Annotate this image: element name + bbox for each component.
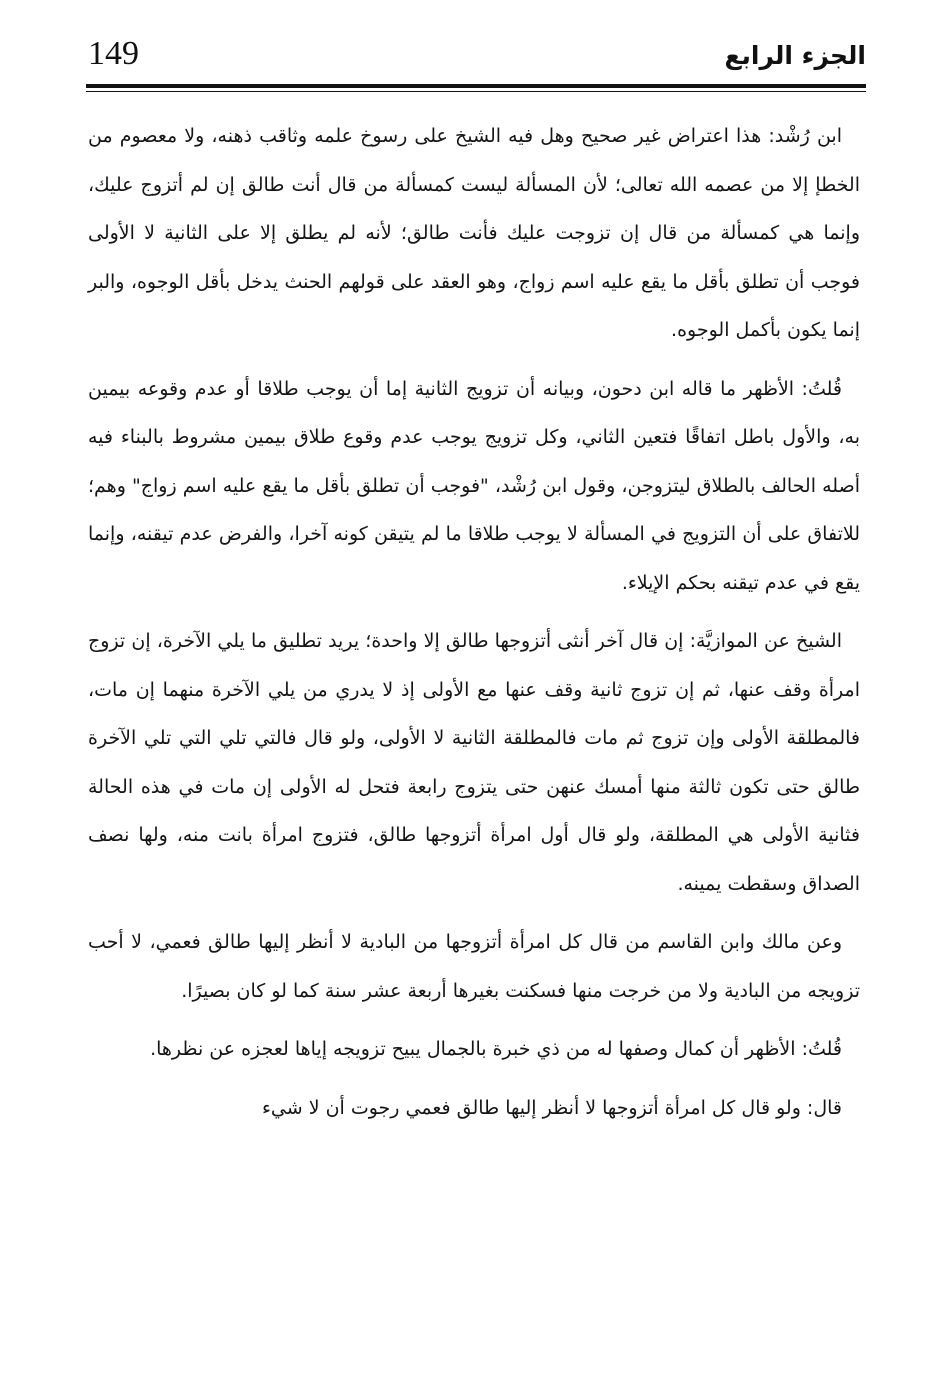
paragraph-4: وعن مالك وابن القاسم من قال كل امرأة أتزوجها من البادية لا أنظر إليها طالق فعمي، لا أحب تزويجه من البادية ولا من خرجت منها فسكنت بغيرها أربعة عشر سنة كما لو كان بصيرًا. [88, 931, 860, 1002]
page-number: 149 [88, 35, 139, 72]
paragraph-1: ابن رُشْد: هذا اعتراض غير صحيح وهل فيه الشيخ على رسوخ علمه وثاقب ذهنه، ولا معصوم من الخطإ إلا من عصمه الله تعالى؛ لأن المسألة ليست كمسألة من قال أنت طالق إن لم أتزوج عليك، وإنما هي كمسألة من قال إن تزوجت عليك فأنت طالق؛ لأنه لم يطلق إلا على الثانية لا الأولى فوجب أن تطلق بأقل ما يقع عليه اسم زواج، وهو العقد على قولهم الحنث يدخل بأقل الوجوه، والبر إنما يكون بأكمل الوجوه. [88, 125, 860, 341]
paragraph-5: قُلتُ: الأظهر أن كمال وصفها له من ذي خبرة بالجمال يبيح تزويجه إياها لعجزه عن نظرها. [150, 1038, 842, 1060]
paragraph-3: الشيخ عن الموازيَّة: إن قال آخر أنثى أتزوجها طالق إلا واحدة؛ يريد تطليق ما يلي الآخرة، إن تزوج امرأة وقف عنها، ثم إن تزوج ثانية وقف عنها مع الأولى إذ لا يدري من يلي الآخرة منهما إن مات، فالمطلقة الأولى وإن تزوج ثم مات فالمطلقة الثانية لا الأولى، ولو قال فالتي تلي التي تلي الآخرة طالق حتى تكون ثالثة منها أمسك عنهن حتى يتزوج رابعة فتحل له الأولى إن مات في هذه الحالة فثانية الأولى هي المطلقة، ولو قال أول امرأة أتزوجها طالق، فتزوج امرأة بانت منه، ولها نصف الصداق وسقطت يمينه. [88, 630, 860, 895]
header-rule-thin [86, 91, 866, 92]
paragraph-2: قُلتُ: الأظهر ما قاله ابن دحون، وبيانه أن تزويج الثانية إما أن يوجب طلاقا أو عدم وقوعه بيمين به، والأول باطل اتفاقًا فتعين الثاني، وكل تزويج يوجب عدم وقوع طلاق بيمين مشروط بالبناء فيه أصله الحالف بالطلاق ليتزوجن، وقول ابن رُشْد، "فوجب أن تطلق بأقل ما يقع عليه اسم زواج" وهم؛ للاتفاق على أن التزويج في المسألة لا يوجب طلاقا ما لم يتيقن كونه آخرا، والفرض عدم تيقنه، وإنما يقع في عدم تيقنه بحكم الإيلاء. [88, 377, 860, 594]
paragraph-6: قال: ولو قال كل امرأة أتزوجها لا أنظر إليها طالق فعمي رجوت أن لا شيء [261, 1096, 842, 1119]
body-text [88, 112, 860, 1142]
running-title: الجزء الرابع [724, 41, 866, 70]
page-header [86, 28, 866, 90]
header-rule-thick [86, 84, 866, 88]
